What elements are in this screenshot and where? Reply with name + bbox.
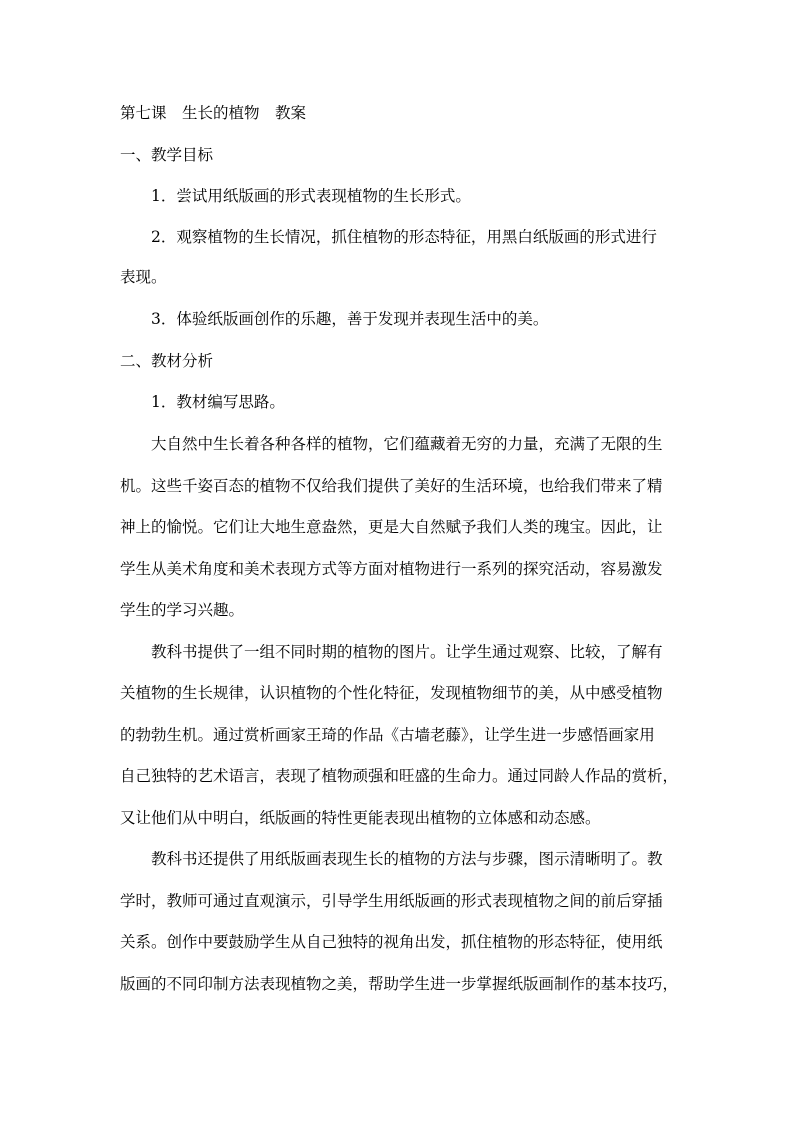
- paragraph-line: 学生的学习兴趣。: [120, 601, 245, 619]
- paragraph-line: 版画的不同印制方法表现植物之美，帮助学生进一步掌握纸版画制作的基本技巧，: [120, 974, 679, 993]
- paragraph-2: [120, 632, 679, 840]
- section-heading-material-analysis: 二、教材分析: [120, 352, 214, 370]
- material-subheading-1: 1．教材编写思路。: [151, 393, 285, 411]
- goal-item-2: 2．观察植物的生长情况，抓住植物的形态特征，用黑白纸版画的形式进行: [151, 228, 657, 246]
- paragraph-1: [120, 424, 676, 632]
- document-body: [120, 103, 679, 1005]
- paragraph-line: 学时，教师可通过直观演示，引导学生用纸版画的形式表现植物之间的前后穿插: [120, 891, 663, 910]
- paragraph-line: 大自然中生长着各种各样的植物，它们蕴藏着无穷的力量，充满了无限的生: [151, 435, 663, 453]
- goal-item-2-continued: 表现。: [120, 268, 167, 286]
- goal-item-3: 3．体验纸版画创作的乐趣，善于发现并表现生活中的美。: [151, 310, 549, 328]
- goal-item-1: 1．尝试用纸版画的形式表现植物的生长形式。: [151, 187, 471, 205]
- paragraph-line: 自己独特的艺术语言，表现了植物顽强和旺盛的生命力。通过同龄人作品的赏析，: [120, 767, 679, 785]
- paragraph-line: 教科书还提供了用纸版画表现生长的植物的方法与步骤，图示清晰明了。教: [151, 850, 663, 868]
- paragraph-line: 神上的愉悦。它们让大地生意盎然，更是大自然赋予我们人类的瑰宝。因此，让: [120, 518, 663, 536]
- paragraph-line: 关系。创作中要鼓励学生从自己独特的视角出发，抓住植物的形态特征，使用纸: [120, 933, 663, 951]
- section-heading-teaching-goals: 一、教学目标: [120, 146, 214, 164]
- paragraph-line: 教科书提供了一组不同时期的植物的图片。让学生通过观察、比较，了解有: [151, 642, 663, 661]
- paragraph-line: 的勃勃生机。通过赏析画家王琦的作品《古墙老藤》，让学生进一步感悟画家用: [120, 725, 655, 744]
- paragraph-line: 关植物的生长规律，认识植物的个性化特征，发现植物细节的美，从中感受植物: [120, 684, 663, 702]
- paragraph-line: 又让他们从中明白，纸版画的特性更能表现出植物的立体感和动态感。: [120, 808, 601, 827]
- paragraph-line: 学生从美术角度和美术表现方式等方面对植物进行一系列的探究活动，容易激发: [120, 559, 663, 578]
- paragraph-3: [120, 839, 679, 1005]
- paragraph-line: 机。这些千姿百态的植物不仅给我们提供了美好的生活环境，也给我们带来了精: [120, 476, 663, 495]
- lesson-title: 第七课 生长的植物 教案: [120, 104, 307, 122]
